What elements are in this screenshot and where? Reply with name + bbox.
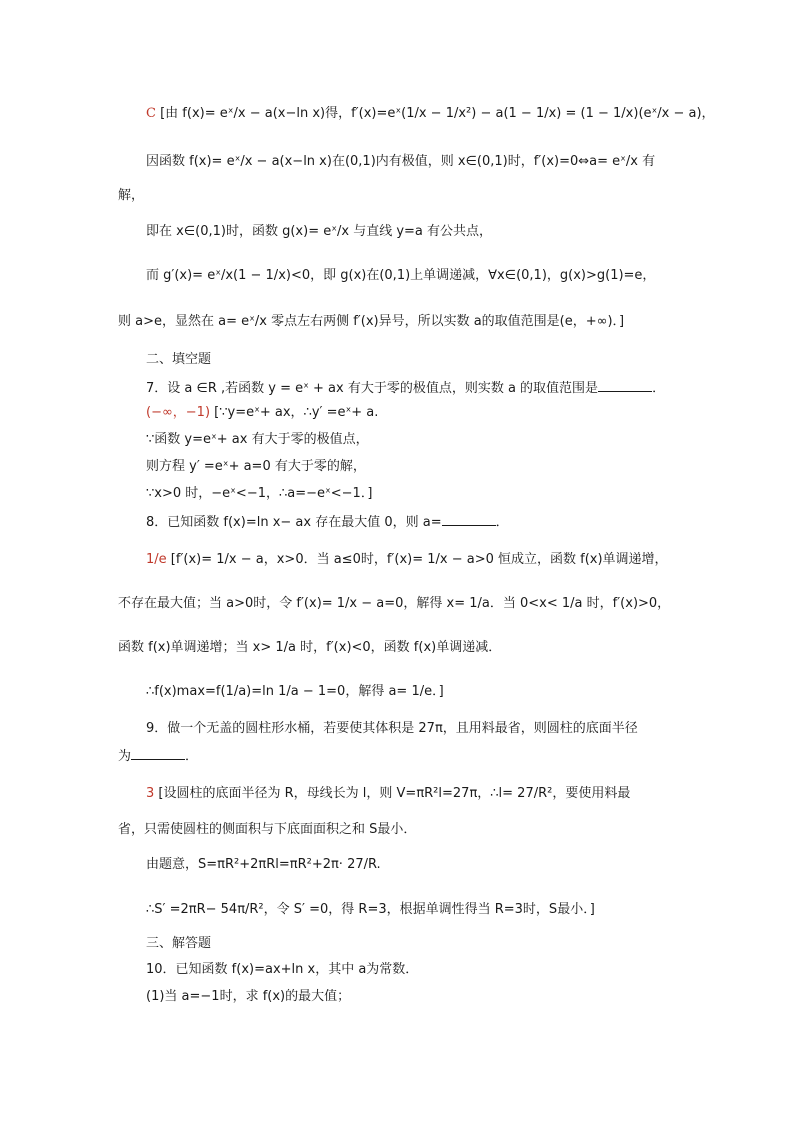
q9-line-2: 省，只需使圆柱的侧面积与下底面面积之和 S最小． xyxy=(118,822,417,837)
q7-text-1: [∵y=eˣ+ ax，∴y′ =eˣ+ a. xyxy=(214,405,379,420)
q9-stem-2-text: 为 xyxy=(118,749,132,764)
q8-stem: 8．已知函数 f(x)=ln x− ax 存在最大值 0，则 a= ． xyxy=(146,515,509,530)
q10-stem: 10．已知函数 f(x)=ax+ln x，其中 a为常数． xyxy=(146,962,419,977)
q8-line-4: ∴f(x)max=f(1/a)=ln 1/a − 1=0，解得 a= 1/e．] xyxy=(146,684,444,699)
q9-line-3: 由题意，S=πR²+2πRl=πR²+2π· 27/R. xyxy=(146,857,381,872)
q7-line-3: 则方程 y′ =eˣ+ a=0 有大于零的解， xyxy=(146,459,366,474)
q6-line-3: 解， xyxy=(118,188,145,203)
q10-part-1: (1)当 a=−1时，求 f(x)的最大值； xyxy=(146,989,351,1004)
q9-answer: 3 xyxy=(146,786,155,801)
q8-text-1: [f′(x)= 1/x − a，x>0．当 a≤0时，f′(x)= 1/x − a>0 恒成立，函数 f(x)单调递增， xyxy=(170,552,668,567)
q6-line-5: 而 g′(x)= eˣ/x(1 − 1/x)<0，即 g(x)在(0,1)上单调递减，∀x∈(0,1)，g(x)>g(1)=e， xyxy=(146,268,656,283)
q7-stem: 7．设 a ∈R ,若函数 y = eˣ + ax 有大于零的极值点，则实数 a 的取值范围是 ． xyxy=(146,381,666,396)
section-heading-problems: 三、解答题 xyxy=(146,936,212,951)
q9-stem-2: 为 ． xyxy=(118,749,199,764)
q9-text-1: [设圆柱的底面半径为 R，母线长为 l，则 V=πR²l=27π，∴l= 27/R²，要使用料最 xyxy=(158,786,631,801)
q7-line-4: ∵x>0 时，−eˣ<−1，∴a=−eˣ<−1．] xyxy=(146,486,373,501)
q7-answer-blank xyxy=(598,379,652,392)
q7-answer: (−∞，−1) xyxy=(146,405,211,420)
q6-line-6: 则 a>e，显然在 a= eˣ/x 零点左右两侧 f′(x)异号，所以实数 a的取值范围是(e，+∞)．] xyxy=(118,314,625,329)
q8-stem-text: 8．已知函数 f(x)=ln x− ax 存在最大值 0，则 a= xyxy=(146,515,442,530)
q8-answer: 1/e xyxy=(146,552,167,567)
q9-answer-blank xyxy=(131,747,185,760)
q9-line-1 xyxy=(146,786,630,802)
q6-line-4: 即在 x∈(0,1)时，函数 g(x)= eˣ/x 与直线 y=a 有公共点， xyxy=(146,224,493,239)
q8-answer-blank xyxy=(442,513,496,526)
q7-line-1 xyxy=(146,405,378,421)
q6-answer: C xyxy=(146,106,156,121)
q7-stem-text: 7．设 a ∈R ,若函数 y = eˣ + ax 有大于零的极值点，则实数 a 的取值范围是 xyxy=(146,381,599,396)
q8-line-3: 函数 f(x)单调递增；当 x> 1/a 时，f′(x)<0，函数 f(x)单调递减． xyxy=(118,640,502,655)
q6-text-1: [由 f(x)= eˣ/x − a(x−ln x)得，f′(x)=eˣ(1/x − 1/x²) − a(1 − 1/x) = (1 − 1/x)(eˣ/x − a)， xyxy=(160,106,715,121)
q9-line-4: ∴S′ =2πR− 54π/R²，令 S′ =0，得 R=3，根据单调性得当 R=3时，S最小．] xyxy=(146,902,595,917)
section-heading-fill-in: 二、填空题 xyxy=(146,352,212,367)
q8-line-2: 不存在最大值；当 a>0时，令 f′(x)= 1/x − a=0，解得 x= 1/a．当 0<x< 1/a 时，f′(x)>0， xyxy=(118,596,671,611)
q6-line-1 xyxy=(146,106,715,122)
q6-line-2: 因函数 f(x)= eˣ/x − a(x−ln x)在(0,1)内有极值，则 x∈(0,1)时，f′(x)=0⇔a= eˣ/x 有 xyxy=(146,154,656,169)
q8-line-1 xyxy=(146,552,668,568)
q7-line-2: ∵函数 y=eˣ+ ax 有大于零的极值点， xyxy=(146,432,369,447)
q9-stem: 9．做一个无盖的圆柱形水桶，若要使其体积是 27π，且用料最省，则圆柱的底面半径 xyxy=(146,721,638,736)
